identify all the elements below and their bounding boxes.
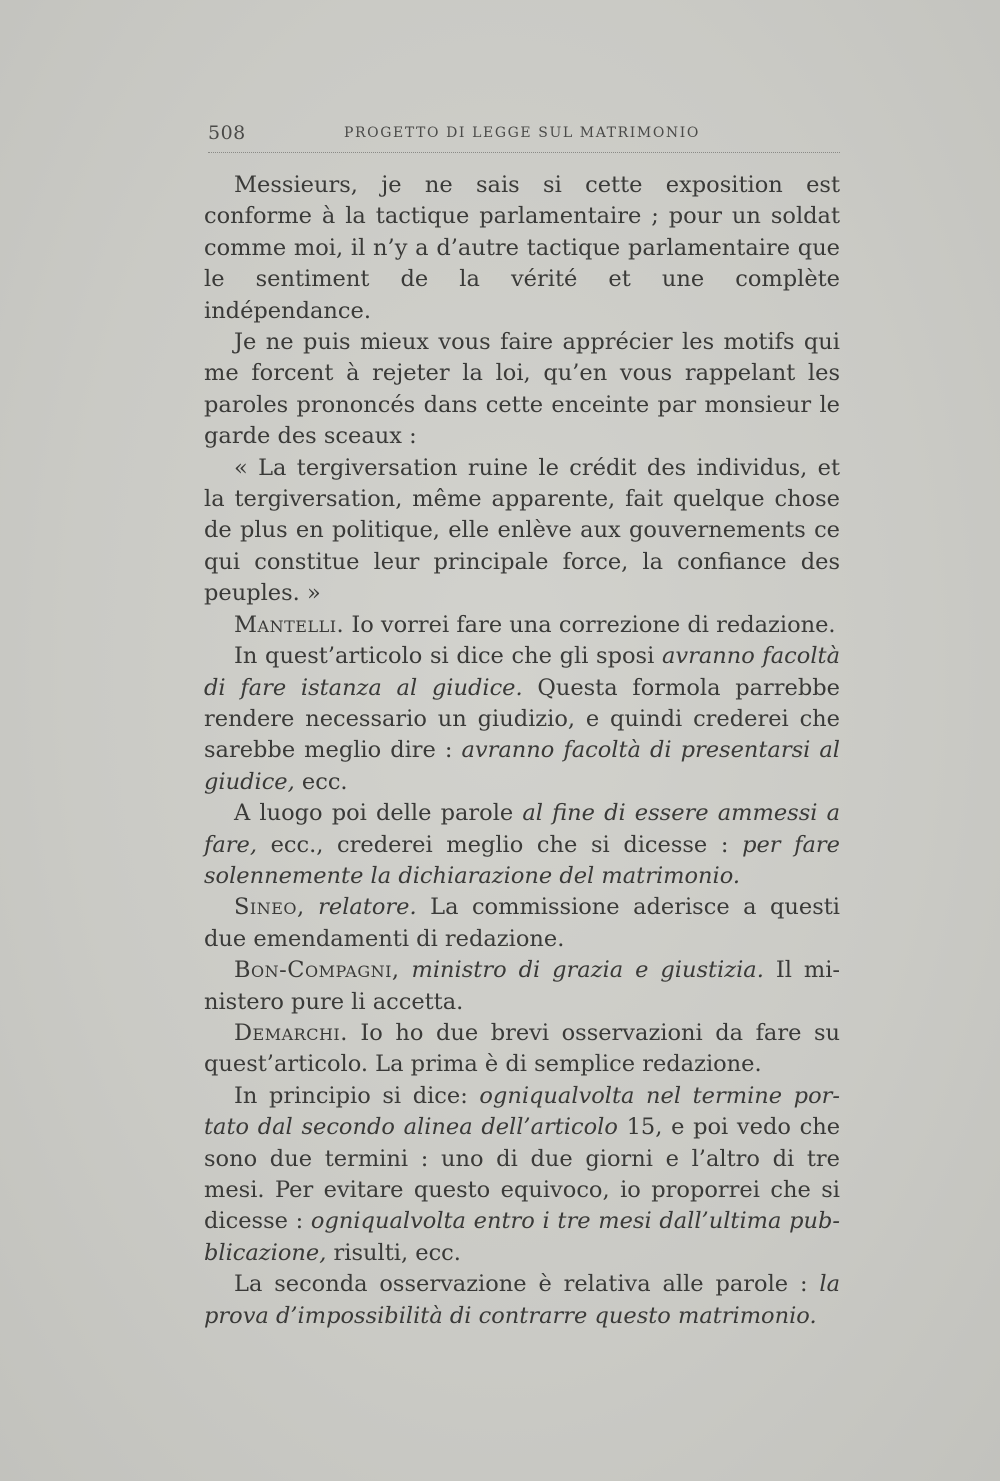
speaker-role: ministro di grazia e giustizia. [399, 957, 764, 984]
italic-quote: ogniqualvolta nel termine portato dal secondo alinea dell’articolo [204, 1082, 840, 1141]
paragraph-demarchi [204, 1018, 840, 1081]
italic-quote: al fine di essere ammessi a fare, [204, 800, 840, 858]
paragraph-correction-1 [204, 641, 840, 798]
speech-text: La commissione aderisce a questi due emendamenti di redazione. [204, 894, 840, 952]
paragraph-sineo [204, 892, 840, 955]
speaker-name: Bon-Compagni, [234, 957, 400, 984]
paragraph-french-2: Je ne puis mieux vous faire apprécier les motifs qui me forcent à rejeter la loi, qu’en vous rappelant les paroles prononcés dans cette enceinte par monsieur le garde des sceaux : [204, 329, 840, 450]
italic-quote: per fare solennemente la dichiarazione del matrimonio. [204, 831, 840, 889]
page-number: 508 [208, 122, 246, 144]
italic-quote: avranno facoltà di fare istanza al giudice. [204, 643, 840, 701]
running-title: PROGETTO DI LEGGE SUL MATRIMONIO [344, 125, 700, 141]
paragraph-correction-2 [204, 798, 840, 892]
paragraph-observation-2 [204, 1269, 840, 1332]
paragraph-french-1: Messieurs, je ne sais si cette exposition est conforme à la tactique parlamentaire ; pour un soldat comme moi, il n’y a d’autre tactique parlamentaire que le sentiment de la vérité et une complète indépendance. [204, 172, 840, 324]
speaker-name: Sineo, [234, 894, 305, 921]
speaker-role: relatore. [304, 894, 417, 921]
text-run: La seconda osservazione è relativa alle parole : [234, 1271, 820, 1298]
text-run: A luogo poi delle parole [234, 800, 523, 827]
text-run: ecc., crederei meglio che si dicesse : [256, 831, 743, 858]
text-run: ecc. [294, 768, 348, 795]
speaker-name: Demarchi. [234, 1019, 348, 1046]
speech-text: Io vorrei fare una correzione di redazione. [344, 611, 836, 638]
body-text [204, 170, 840, 1332]
text-run: risulti, ecc. [326, 1239, 461, 1266]
italic-quote: avranno facoltà di presentarsi al giudice, [204, 737, 840, 795]
speech-text: Il ministero pure li accetta. [204, 957, 840, 1015]
paragraph-observation-1 [204, 1081, 840, 1269]
paragraph-quotation: « La tergiversation ruine le crédit des individus, et la tergiversation, même apparente, fait quelque chose de plus en politique, elle enlève aux gouvernements ce qui constitue leur principale force, la confiance des peuples. » [204, 454, 840, 607]
page-header [208, 122, 840, 153]
text-run: Questa formola parrebbe rendere necessario un giudizio, e quindi crederei che sarebbe meglio dire : [204, 674, 840, 764]
text-run: In quest’articolo si dice che gli sposi [234, 643, 662, 670]
speech-text: Io ho due brevi osservazioni da fare su quest’articolo. La prima è di semplice redazione. [204, 1019, 840, 1078]
text-run: In principio si dice: [234, 1082, 480, 1109]
text-run: 15, e poi vedo che sono due termini : uno di due giorni e l’altro di tre mesi. Per evitare questo equivoco, io proporrei che si dicesse : [204, 1114, 841, 1235]
paragraph-bon-compagni [204, 955, 840, 1018]
speaker-name: Mantelli. [234, 611, 345, 638]
italic-quote: la prova d’impossibilità di contrarre questo matrimonio. [204, 1271, 840, 1329]
italic-quote: ogniqualvolta entro i tre mesi dall’ultima pubblicazione, [204, 1208, 840, 1266]
paragraph-mantelli [204, 610, 840, 641]
